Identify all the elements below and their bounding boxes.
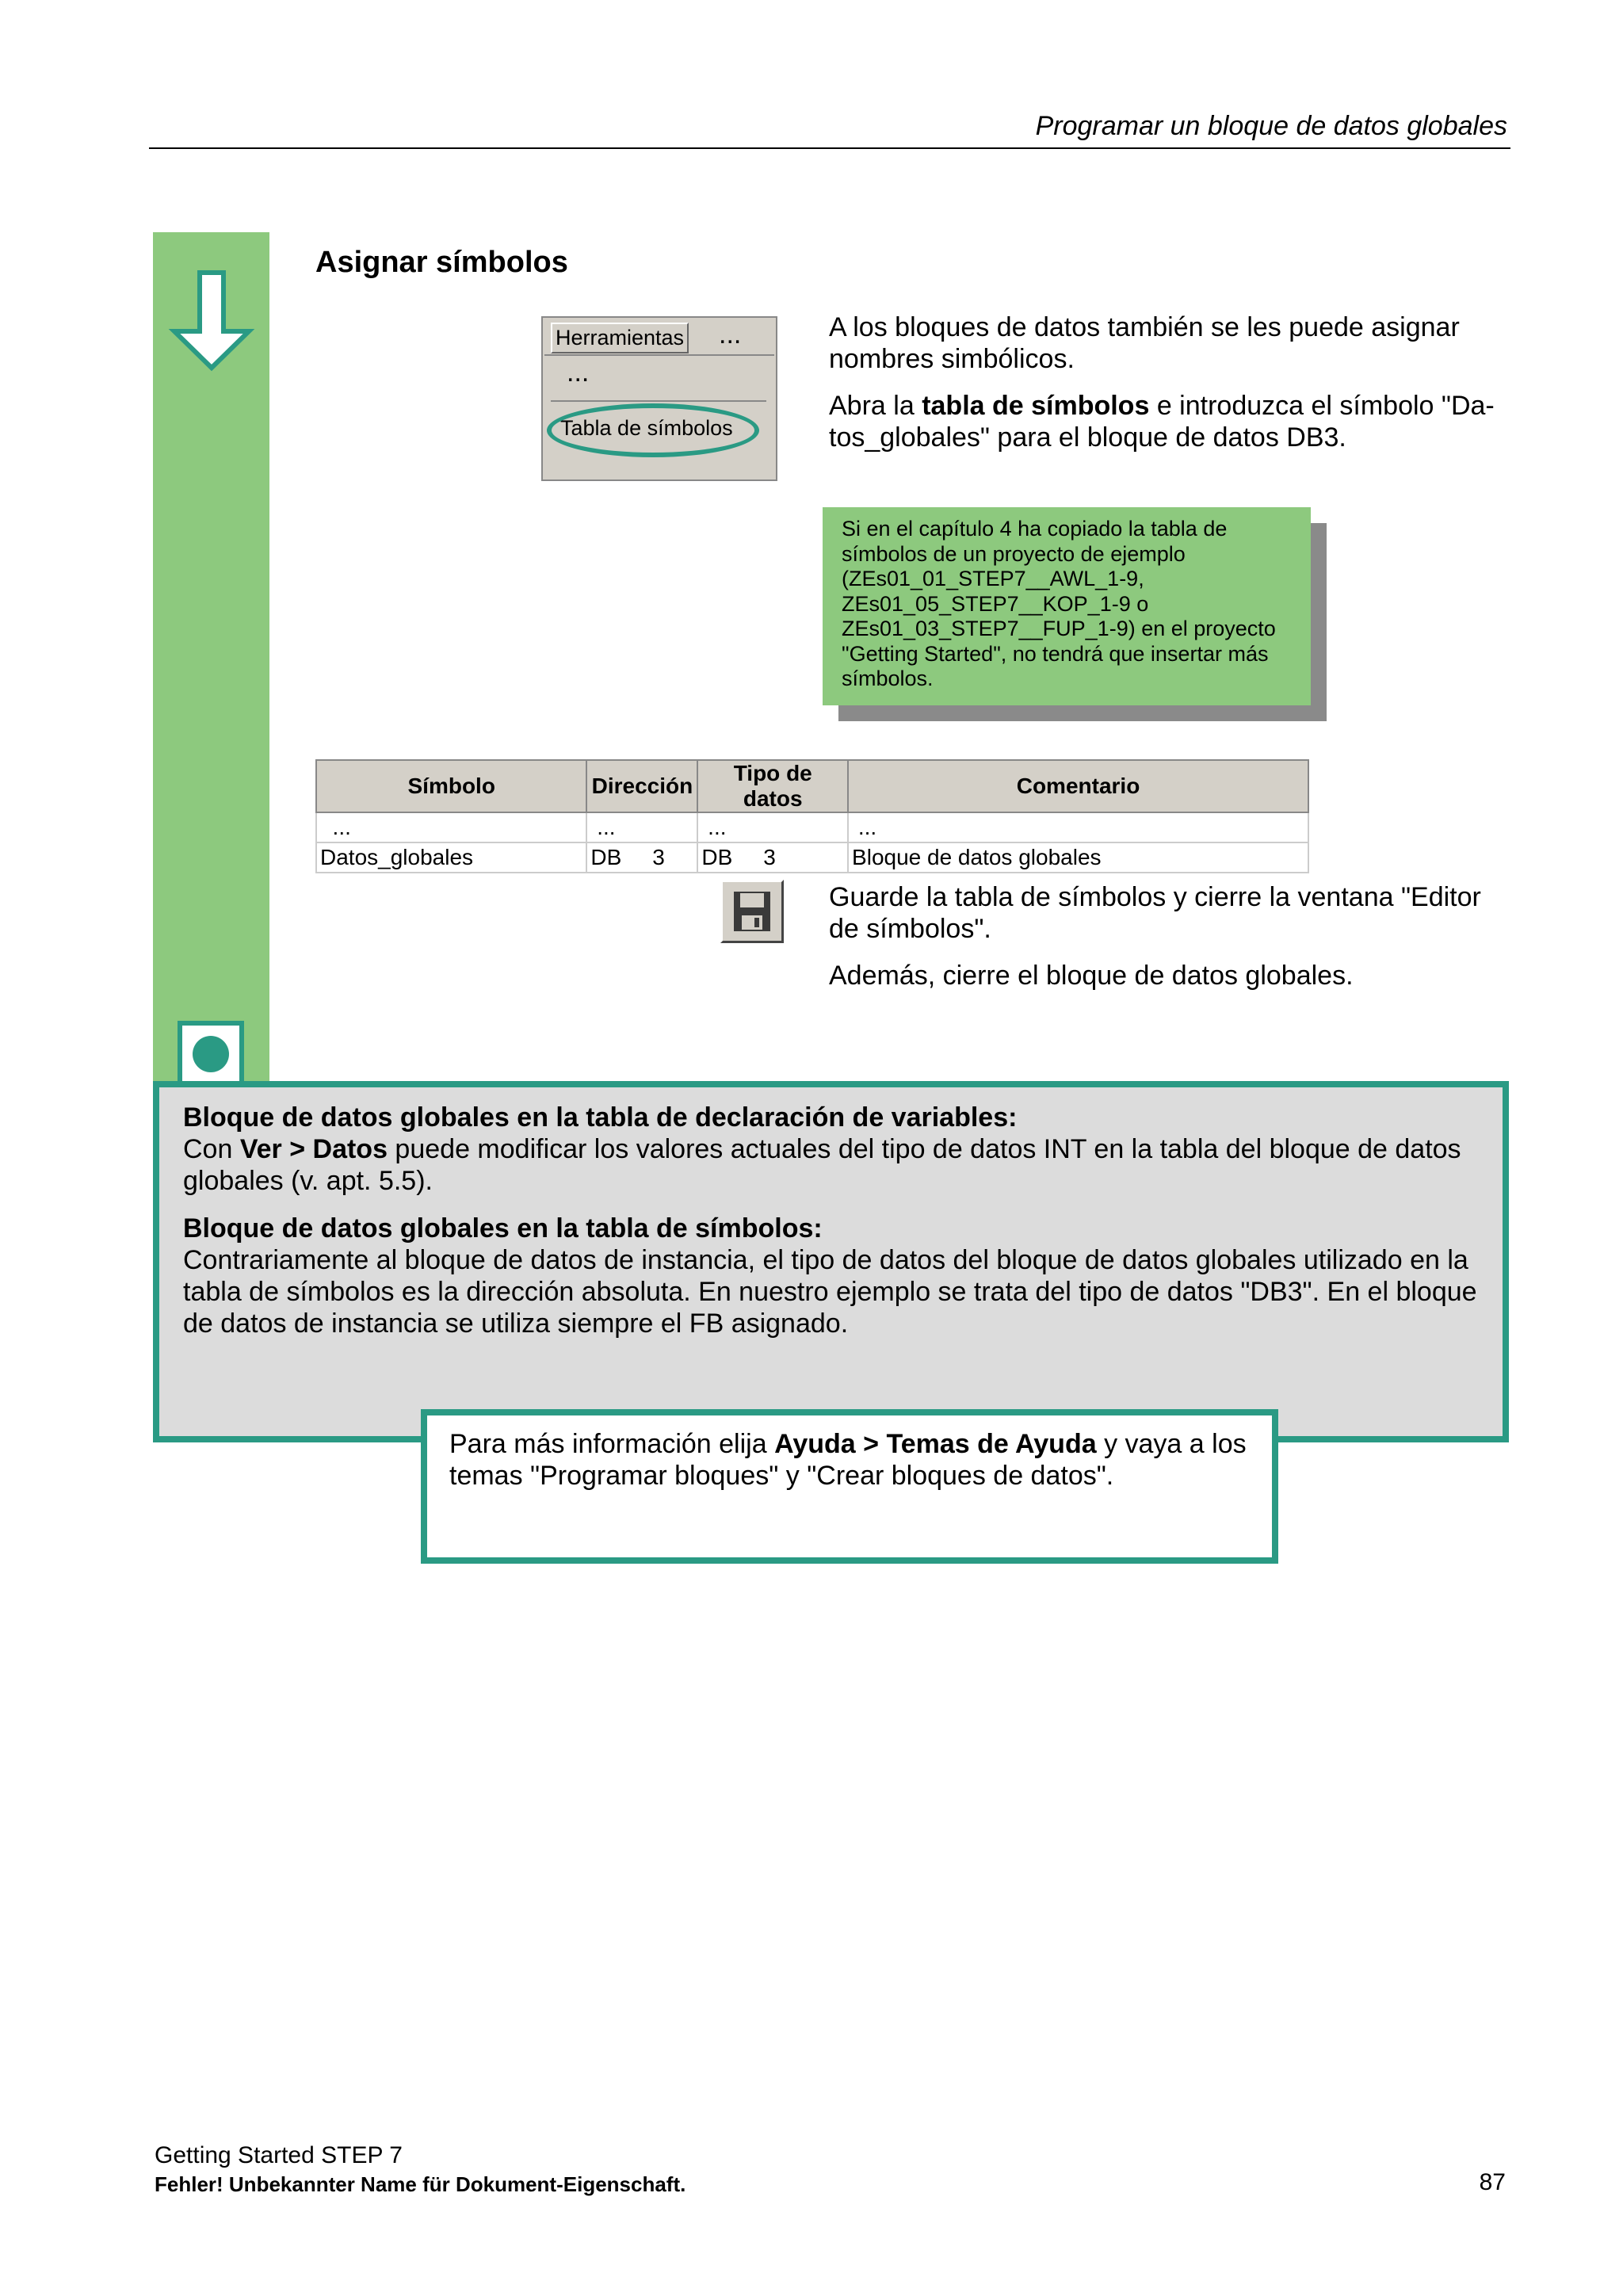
paragraph-close: Además, cierre el bloque de datos globales.	[829, 961, 1354, 991]
col-tipo-de-datos: Tipo de datos	[697, 760, 848, 812]
paragraph-intro: A los bloques de datos también se les puede asignar nombres simbólicos.	[829, 312, 1460, 374]
page-header-title: Programar un bloque de datos globales	[1035, 111, 1507, 141]
paragraph-save: Guarde la tabla de símbolos y cierre la ventana "Editor de símbolos".	[829, 882, 1481, 944]
footer-error: Fehler! Unbekannter Name für Dokument-Eigenschaft.	[155, 2172, 686, 2196]
table-cell: Datos_globales	[316, 842, 586, 873]
save-button[interactable]	[720, 880, 784, 943]
help-box: Para más información elija Ayuda > Temas de Ayuda y vaya a los temas "Programar bloques" y "Crear bloques de datos".	[421, 1409, 1278, 1564]
bold-ver-datos: Ver > Datos	[239, 1134, 388, 1164]
info-text-symbols: Contrariamente al bloque de datos de instancia, el tipo de datos del bloque de datos globales utilizado en la tabla de símbolos es la dirección absoluta. En nuestro ejemplo se trata del tipo de datos "DB3". En el bloque de datos de instancia se utiliza siempre el FB asignado.	[183, 1245, 1477, 1339]
table-cell: Bloque de datos globales	[848, 842, 1308, 873]
menu-item-tabla-de-simbolos[interactable]: Tabla de símbolos	[560, 416, 733, 440]
table-cell: ...	[697, 812, 848, 842]
note-box: Si en el capítulo 4 ha copiado la tabla de símbolos de un proyecto de ejemplo (ZEs01_01_STEP7__AWL_1-9, ZEs01_05_STEP7__KOP_1-9 o ZEs01_03_STEP7__FUP_1-9) en el proyecto "Getting Started", no tendrá que insertar más símbolos.	[823, 507, 1311, 705]
page-number: 87	[1479, 2169, 1506, 2195]
highlight-oval	[547, 403, 759, 457]
paragraph-open-table: Abra la tabla de símbolos e introduzca el símbolo "Da-tos_globales" para el bloque de datos DB3.	[829, 391, 1495, 453]
menu-ellipsis: ...	[719, 319, 742, 350]
down-arrow-icon	[168, 269, 255, 372]
info-box	[153, 1081, 1509, 1442]
table-cell: ...	[316, 812, 586, 842]
table-cell: ...	[848, 812, 1308, 842]
symbol-table	[315, 759, 1309, 873]
info-text-declaration: Con Ver > Datos puede modificar los valores actuales del tipo de datos INT en la tabla del bloque de datos globales (v. apt. 5.5).	[183, 1134, 1461, 1196]
menu-herramientas[interactable]: Herramientas	[551, 323, 689, 353]
info-heading-symbols: Bloque de datos globales en la tabla de símbolos:	[183, 1213, 823, 1244]
bold-tabla-de-simbolos: tabla de símbolos	[922, 391, 1150, 421]
table-cell: ...	[586, 812, 697, 842]
col-comentario: Comentario	[848, 760, 1308, 812]
col-direccion: Dirección	[586, 760, 697, 812]
table-row[interactable]	[316, 812, 1308, 842]
table-row[interactable]	[316, 842, 1308, 873]
save-disk-icon	[723, 882, 781, 941]
end-marker-icon	[178, 1021, 244, 1087]
menu-separator	[551, 400, 766, 402]
menu-ellipsis-item: ...	[567, 357, 590, 388]
info-heading-declaration: Bloque de datos globales en la tabla de declaración de variables:	[183, 1102, 1018, 1133]
section-title: Asignar símbolos	[315, 246, 568, 279]
col-simbolo: Símbolo	[316, 760, 586, 812]
menu-screenshot	[541, 316, 777, 481]
table-cell: DB 3	[586, 842, 697, 873]
bold-ayuda-temas: Ayuda > Temas de Ayuda	[774, 1429, 1097, 1459]
footer-title: Getting Started STEP 7	[155, 2142, 403, 2168]
table-cell: DB 3	[697, 842, 848, 873]
header-rule	[149, 147, 1510, 149]
